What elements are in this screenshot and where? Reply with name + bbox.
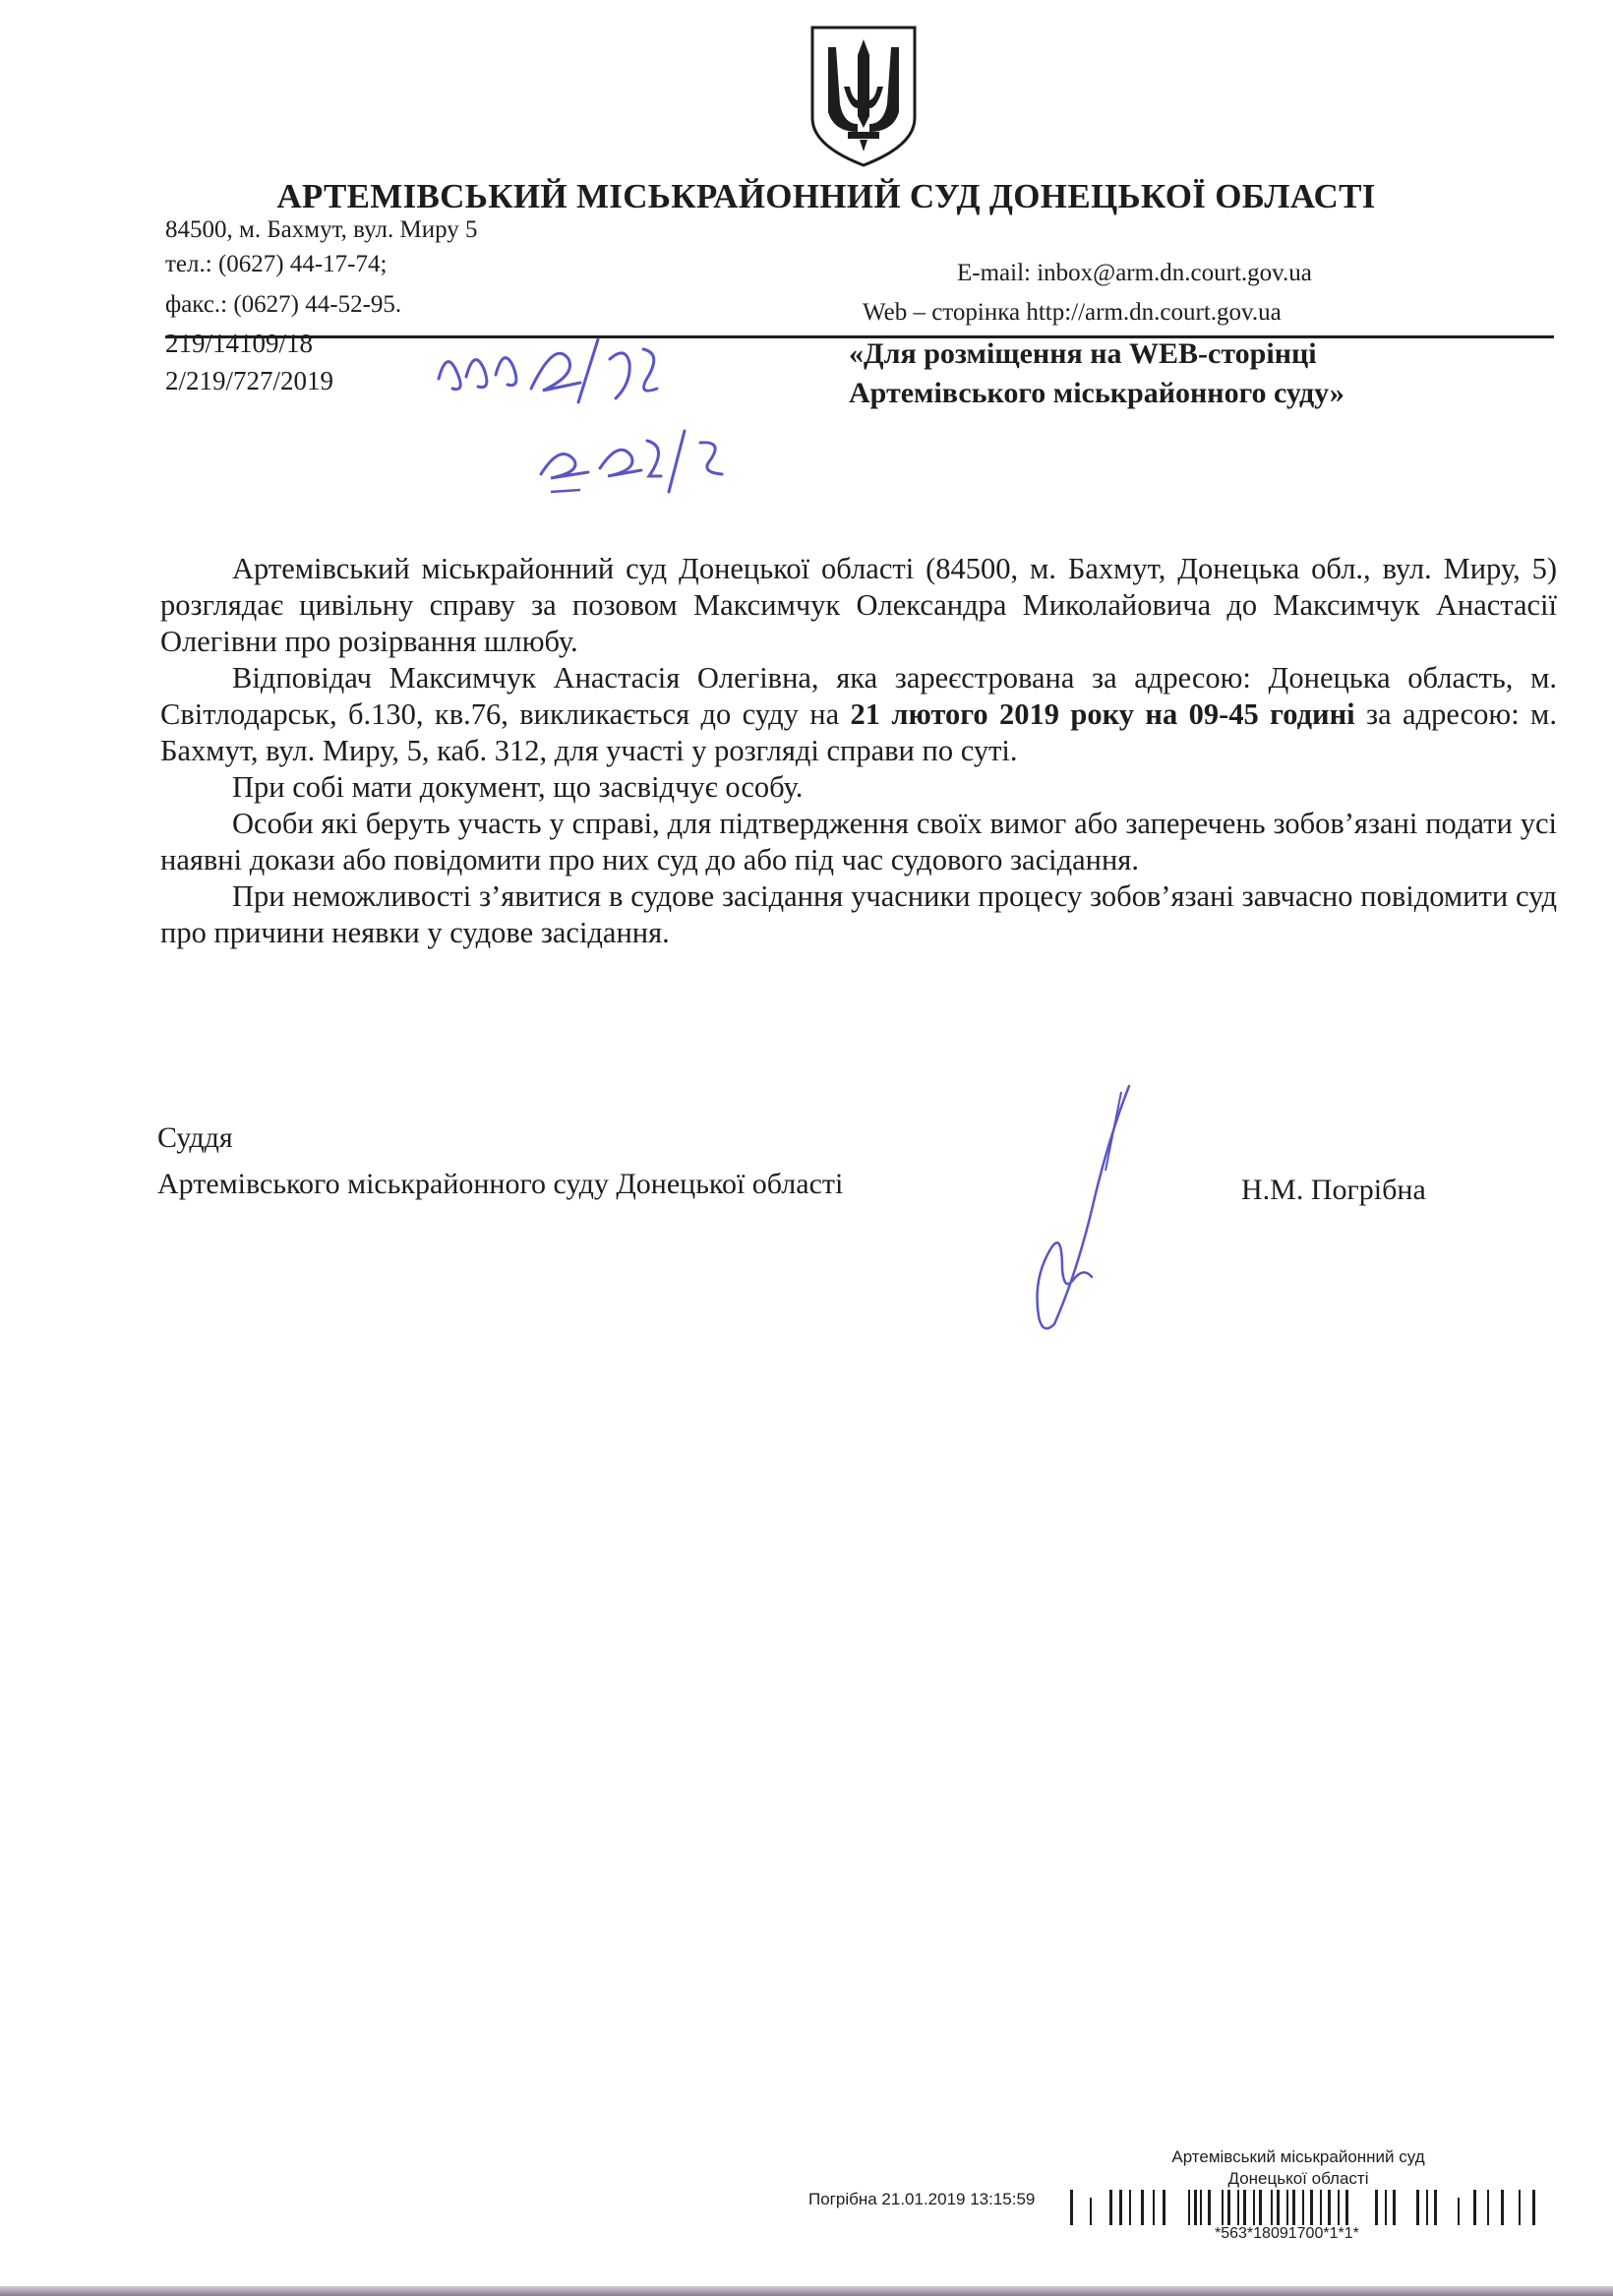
paragraph-id-document: При собі мати документ, що засвідчує особу. bbox=[232, 770, 804, 804]
court-address: 84500, м. Бахмут, вул. Миру 5 bbox=[165, 216, 478, 243]
barcode bbox=[1070, 2190, 1542, 2229]
signer-role: Суддя bbox=[157, 1121, 233, 1154]
registration-stamp-court bbox=[1102, 2146, 1495, 2190]
notice-body bbox=[160, 551, 1557, 951]
paragraph-case-description: Артемівський міськрайонний суд Донецької області (84500, м. Бахмут, Донецька обл., вул. Миру, 5) розглядає цивільну справу за позовом Максимчук Олександра Миколайовича до Максимчук Анастасії Олегівни про розірвання шлюбу. bbox=[160, 552, 1557, 658]
proceeding-number: 2/219/727/2019 bbox=[165, 366, 334, 395]
court-website: Web – сторінка http://arm.dn.court.gov.ua bbox=[863, 299, 1282, 326]
publication-note bbox=[849, 334, 1344, 413]
stamp-court-line-1: Артемівський міськрайонний суд bbox=[1171, 2147, 1425, 2166]
barcode-number: *563*18091700*1*1* bbox=[1215, 2225, 1359, 2242]
handwritten-incoming-number bbox=[531, 413, 747, 502]
paragraph-evidence: Особи які беруть участь у справі, для підтвердження своїх вимог або заперечень зобов’язані подати усі наявні докази або повідомити про них суд до або під час судового засідання. bbox=[160, 807, 1557, 876]
summons-text-end: за адресою: м. Бахмут, вул. Миру, 5, каб. 312, для участі у розгляді справи по суті. bbox=[160, 697, 1557, 767]
stamp-court-line-2: Донецької області bbox=[1227, 2169, 1369, 2188]
summons-text-start: Відповідач Максимчук Анастасія Олегівна, яка зареєстрована за адресою: Донецька область, м. Світлодарськ, б.130, кв.76, викликається до суду на bbox=[160, 661, 1557, 731]
court-fax: факс.: (0627) 44-52-95. bbox=[165, 291, 402, 318]
scan-edge bbox=[0, 2286, 1613, 2296]
paragraph-absence: При неможливості з’явитися в судове засідання учасники процесу зобов’язані завчасно повідомити суд про причини неявки у судове засідання. bbox=[160, 879, 1557, 949]
court-title: АРТЕМІВСЬКИЙ МІСЬКРАЙОННИЙ СУД ДОНЕЦЬКОЇ ОБЛАСТІ bbox=[276, 177, 1376, 215]
signer-name: Н.М. Погрібна bbox=[1241, 1174, 1426, 1206]
case-number: 219/14109/18 bbox=[165, 329, 314, 358]
publication-note-line-1: «Для розміщення на WEB-сторінці bbox=[849, 337, 1317, 370]
signer-court: Артемівського міськрайонного суду Донецької області bbox=[157, 1168, 844, 1200]
court-phone: тел.: (0627) 44-17-74; bbox=[165, 251, 388, 277]
court-email: E-mail: inbox@arm.dn.court.gov.ua bbox=[957, 260, 1312, 286]
handwritten-signature bbox=[1003, 1082, 1161, 1338]
paragraph-summons bbox=[160, 660, 1557, 769]
registration-stamp-meta: Погрібна 21.01.2019 13:15:59 bbox=[808, 2190, 1036, 2208]
handwritten-registration-number bbox=[433, 320, 669, 408]
publication-note-line-2: Артемівського міськрайонного суду» bbox=[849, 377, 1344, 409]
hearing-datetime: 21 лютого 2019 року на 09-45 годині bbox=[850, 697, 1355, 731]
coat-of-arms-icon bbox=[805, 22, 923, 169]
